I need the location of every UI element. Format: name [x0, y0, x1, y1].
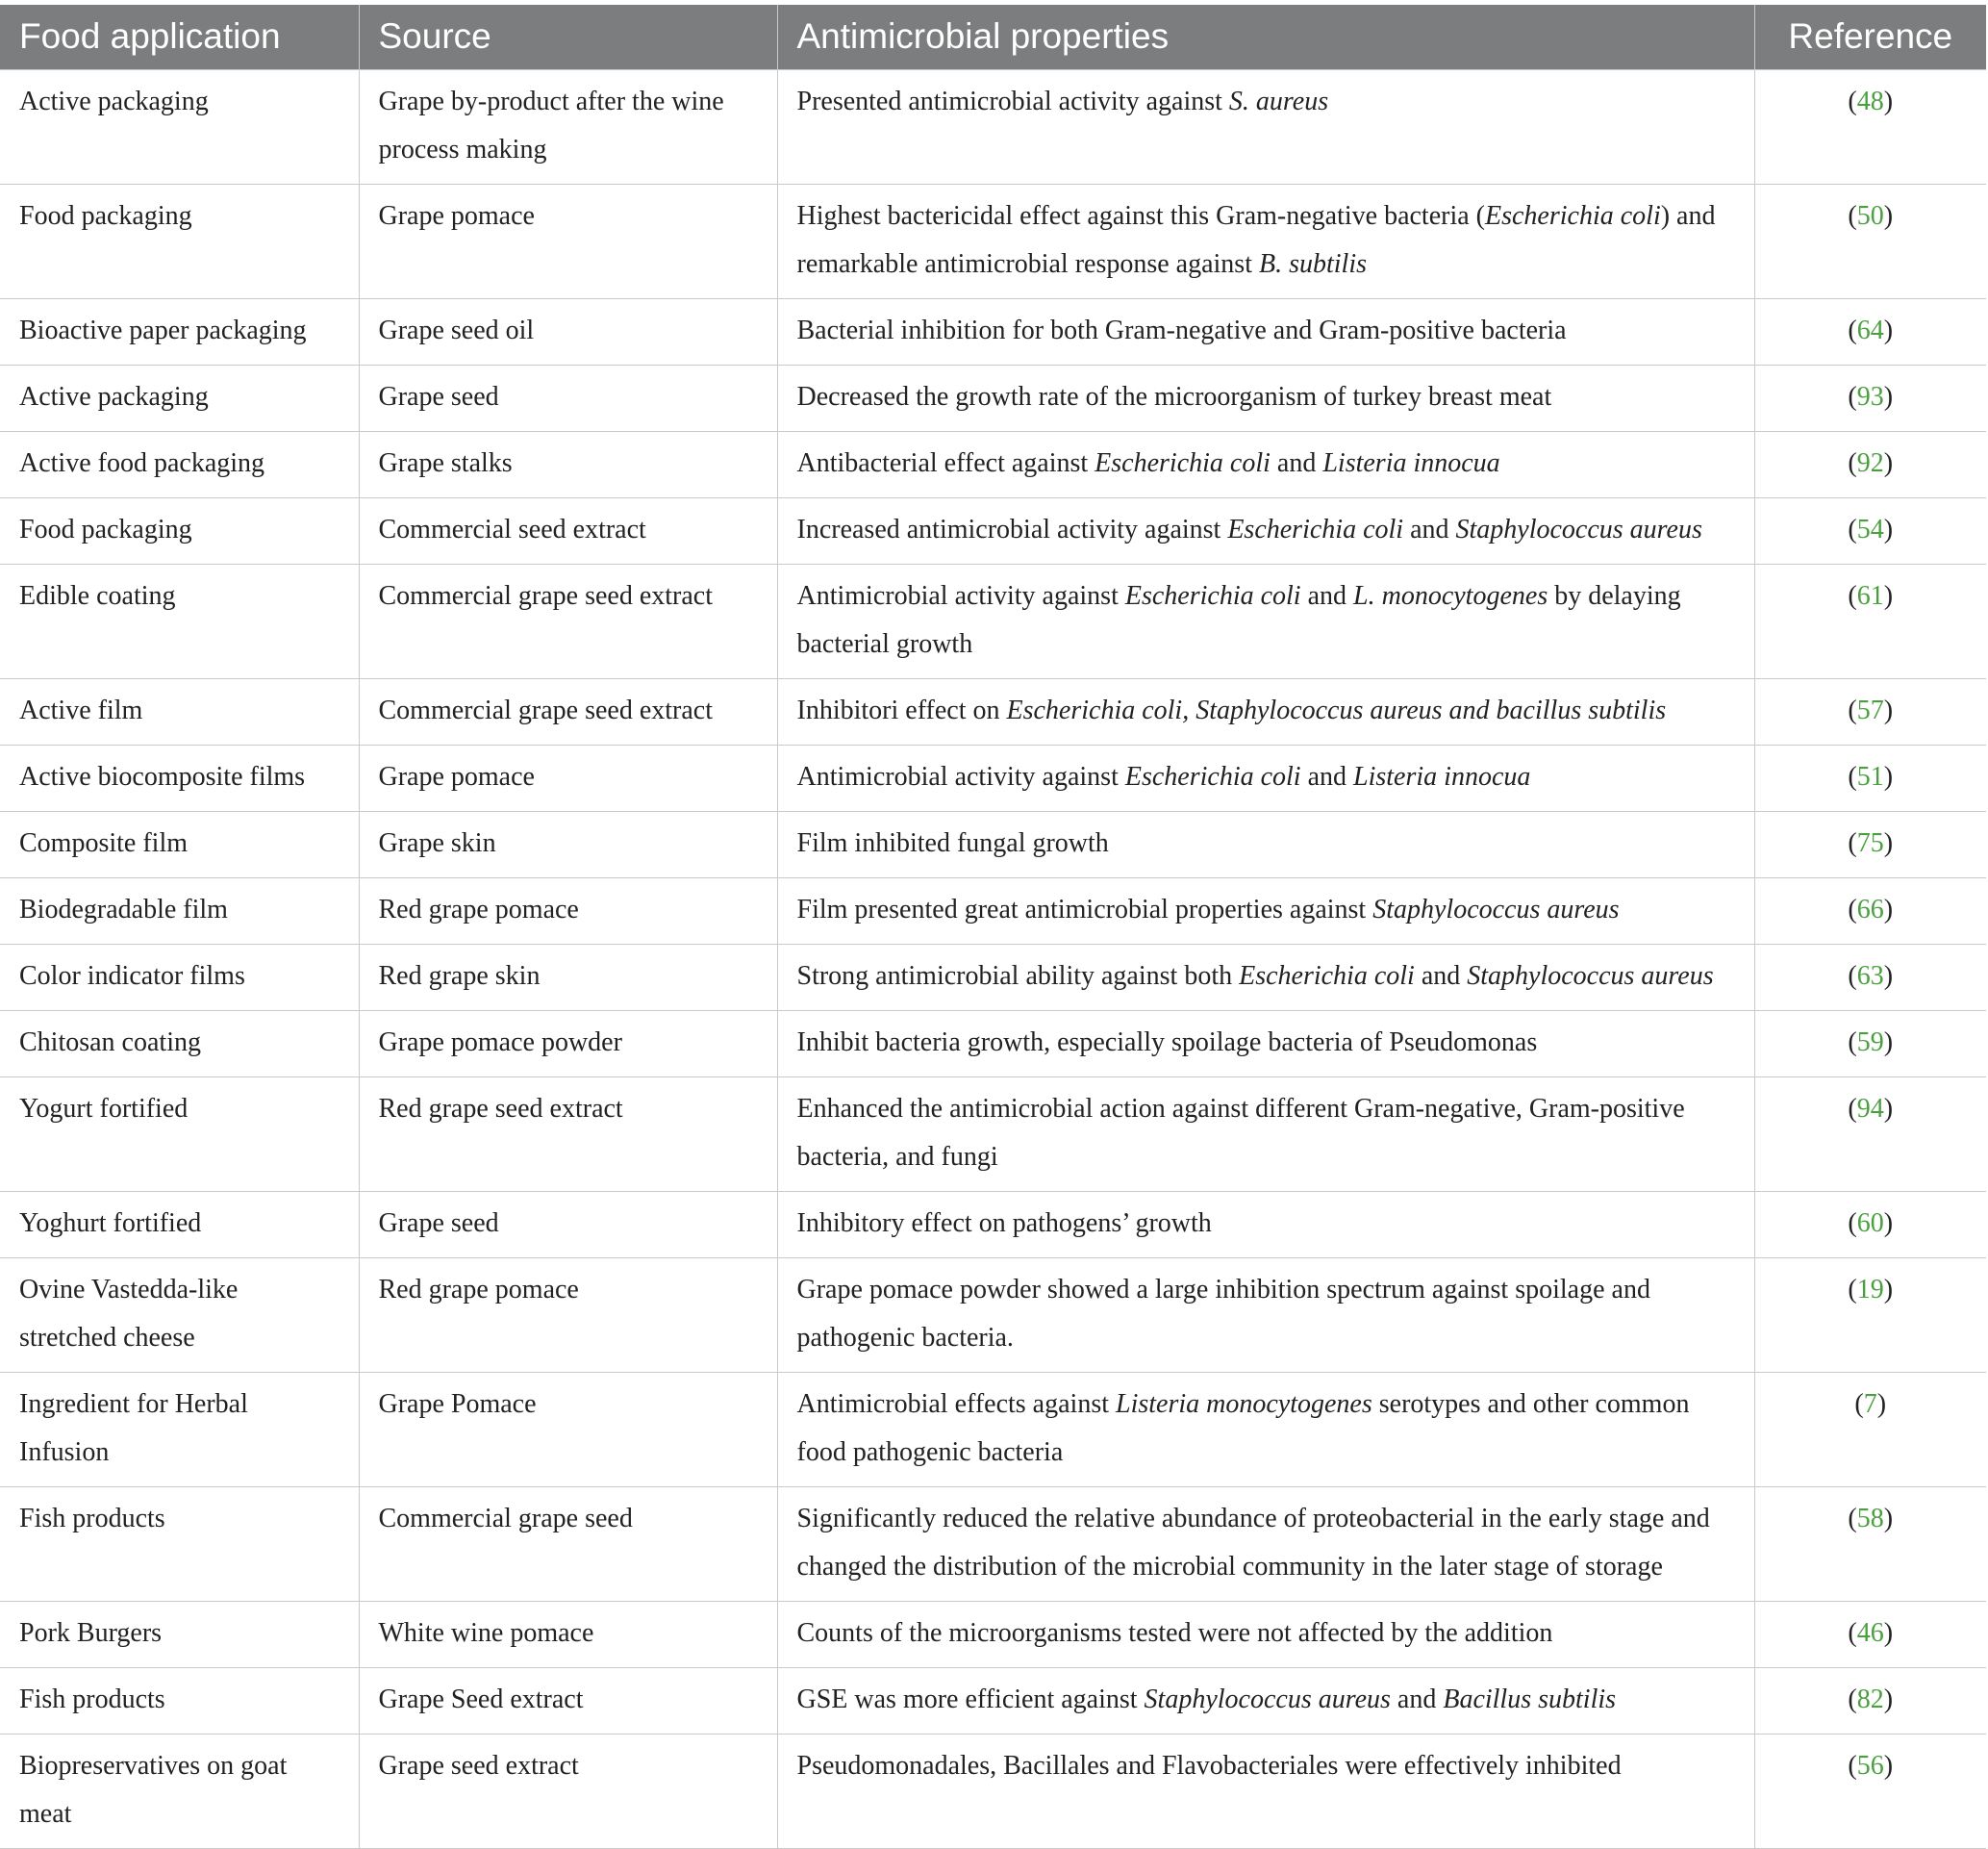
food-application-cell: Pork Burgers [0, 1601, 359, 1667]
reference-cell: (60) [1754, 1191, 1986, 1257]
reference-link[interactable]: 93 [1856, 381, 1884, 412]
properties-cell [777, 365, 1754, 431]
reference-cell: (93) [1754, 365, 1986, 431]
properties-text: Antimicrobial activity against [796, 580, 1125, 611]
reference-cell: (92) [1754, 431, 1986, 497]
properties-cell [777, 564, 1754, 678]
source-cell: Red grape pomace [359, 877, 777, 944]
header-reference: Reference [1754, 5, 1986, 69]
table-body [0, 69, 1986, 1848]
reference-cell: (94) [1754, 1076, 1986, 1191]
properties-text: Decreased the growth rate of the microorganism of turkey breast meat [796, 381, 1552, 412]
properties-text: Counts of the microorganisms tested were not affected by the addition [796, 1617, 1553, 1648]
properties-text: Strong antimicrobial ability against both [796, 960, 1240, 991]
organism-name: Escherichia coli [1124, 580, 1301, 611]
properties-cell [777, 298, 1754, 365]
organism-name: Listeria monocytogenes [1116, 1388, 1372, 1419]
source-cell: Red grape seed extract [359, 1076, 777, 1191]
reference-cell: (19) [1754, 1257, 1986, 1372]
organism-name: Bacillus subtilis [1443, 1684, 1617, 1714]
source-cell: Grape seed extract [359, 1734, 777, 1848]
properties-text: and [1300, 580, 1354, 611]
reference-cell: (82) [1754, 1667, 1986, 1734]
food-application-cell: Active biocomposite films [0, 745, 359, 811]
organism-name: B. subtilis [1258, 248, 1367, 279]
table-row [0, 365, 1986, 431]
reference-cell: (75) [1754, 811, 1986, 877]
table-row [0, 1734, 1986, 1848]
properties-cell [777, 944, 1754, 1010]
properties-text: Presented antimicrobial activity against [796, 86, 1229, 116]
source-cell: Commercial grape seed extract [359, 564, 777, 678]
food-application-cell: Composite film [0, 811, 359, 877]
food-application-cell: Bioactive paper packaging [0, 298, 359, 365]
properties-cell [777, 1734, 1754, 1848]
header-antimicrobial-properties: Antimicrobial properties [777, 5, 1754, 69]
table-row [0, 944, 1986, 1010]
properties-text: Highest bactericidal effect against this Gram-negative bacteria ( [796, 200, 1485, 231]
properties-cell [777, 1257, 1754, 1372]
food-application-cell: Ovine Vastedda-like stretched cheese [0, 1257, 359, 1372]
properties-text: Antimicrobial activity against [796, 761, 1125, 792]
organism-name: Staphylococcus aureus [1467, 960, 1714, 991]
food-application-cell: Chitosan coating [0, 1010, 359, 1076]
table-row [0, 1076, 1986, 1191]
reference-link[interactable]: 19 [1856, 1274, 1884, 1304]
organism-name: Listeria innocua [1322, 447, 1500, 478]
reference-cell: (58) [1754, 1486, 1986, 1601]
reference-link[interactable]: 50 [1856, 200, 1884, 231]
reference-link[interactable]: 51 [1856, 761, 1884, 792]
properties-text: Significantly reduced the relative abundance of proteobacterial in the early stage and changed the distribution of the microbial community in the later stage of storage [796, 1503, 1710, 1582]
organism-name: Escherichia coli [1124, 761, 1301, 792]
reference-cell: (48) [1754, 69, 1986, 184]
reference-cell: (56) [1754, 1734, 1986, 1848]
properties-cell [777, 69, 1754, 184]
table-row [0, 1486, 1986, 1601]
food-application-cell: Food packaging [0, 497, 359, 564]
header-source: Source [359, 5, 777, 69]
properties-text: and [1403, 514, 1456, 545]
table-row [0, 431, 1986, 497]
properties-text: Pseudomonadales, Bacillales and Flavobacteriales were effectively inhibited [796, 1750, 1622, 1781]
properties-text: Enhanced the antimicrobial action against different Gram-negative, Gram-positive bacteria, and fungi [796, 1093, 1685, 1172]
reference-link[interactable]: 54 [1856, 514, 1884, 545]
properties-cell [777, 1076, 1754, 1191]
food-application-cell: Active food packaging [0, 431, 359, 497]
organism-name: Escherichia coli [1227, 514, 1404, 545]
food-application-cell: Yoghurt fortified [0, 1191, 359, 1257]
reference-link[interactable]: 82 [1856, 1684, 1884, 1714]
table-row [0, 69, 1986, 184]
properties-text: ) and remarkable antimicrobial response against [796, 200, 1716, 279]
properties-cell [777, 1372, 1754, 1486]
reference-cell: (61) [1754, 564, 1986, 678]
food-application-cell: Food packaging [0, 184, 359, 298]
reference-link[interactable]: 56 [1856, 1750, 1884, 1781]
properties-text: and [1414, 960, 1468, 991]
source-cell: Grape Seed extract [359, 1667, 777, 1734]
properties-cell [777, 678, 1754, 745]
properties-cell [777, 184, 1754, 298]
reference-link[interactable]: 46 [1856, 1617, 1884, 1648]
source-cell: Grape seed [359, 365, 777, 431]
table-row [0, 1601, 1986, 1667]
reference-cell: (50) [1754, 184, 1986, 298]
table-row [0, 678, 1986, 745]
food-application-cell: Yogurt fortified [0, 1076, 359, 1191]
properties-cell [777, 877, 1754, 944]
properties-text: Antimicrobial effects against [796, 1388, 1116, 1419]
organism-name: Escherichia coli, Staphylococcus aureus and bacillus subtilis [1006, 695, 1667, 725]
food-application-cell: Edible coating [0, 564, 359, 678]
properties-text: Antibacterial effect against [796, 447, 1095, 478]
properties-cell [777, 745, 1754, 811]
source-cell: Red grape pomace [359, 1257, 777, 1372]
organism-name: L. monocytogenes [1353, 580, 1548, 611]
properties-text: Grape pomace powder showed a large inhibition spectrum against spoilage and pathogenic bacteria. [796, 1274, 1650, 1353]
properties-text: Increased antimicrobial activity against [796, 514, 1228, 545]
food-application-cell: Color indicator films [0, 944, 359, 1010]
properties-text: Film presented great antimicrobial properties against [796, 894, 1373, 924]
table-row [0, 564, 1986, 678]
source-cell: Red grape skin [359, 944, 777, 1010]
header-food-application: Food application [0, 5, 359, 69]
table-row [0, 497, 1986, 564]
header-row [0, 5, 1986, 69]
reference-link[interactable]: 75 [1856, 827, 1884, 858]
table-row [0, 1372, 1986, 1486]
source-cell: Grape by-product after the wine process making [359, 69, 777, 184]
table-header [0, 5, 1986, 69]
table-row [0, 1667, 1986, 1734]
source-cell: Grape pomace [359, 184, 777, 298]
table-row [0, 877, 1986, 944]
food-application-cell: Active film [0, 678, 359, 745]
reference-link[interactable]: 94 [1856, 1093, 1884, 1124]
source-cell: Commercial grape seed [359, 1486, 777, 1601]
source-cell: Grape Pomace [359, 1372, 777, 1486]
reference-link[interactable]: 59 [1856, 1026, 1884, 1057]
reference-cell: (7) [1754, 1372, 1986, 1486]
food-application-cell: Active packaging [0, 69, 359, 184]
reference-cell: (59) [1754, 1010, 1986, 1076]
reference-cell: (51) [1754, 745, 1986, 811]
reference-cell: (66) [1754, 877, 1986, 944]
reference-link[interactable]: 64 [1856, 315, 1884, 345]
antimicrobial-table [0, 5, 1986, 1849]
properties-cell [777, 497, 1754, 564]
properties-text: serotypes and other common food pathogenic bacteria [796, 1388, 1690, 1467]
properties-text: Inhibitori effect on [796, 695, 1007, 725]
organism-name: Escherichia coli [1239, 960, 1415, 991]
food-application-cell: Biodegradable film [0, 877, 359, 944]
properties-text: and [1390, 1684, 1444, 1714]
food-application-cell: Ingredient for Herbal Infusion [0, 1372, 359, 1486]
properties-text: and [1270, 447, 1323, 478]
table-row [0, 1191, 1986, 1257]
reference-cell: (63) [1754, 944, 1986, 1010]
organism-name: Staphylococcus aureus [1455, 514, 1702, 545]
table-row [0, 1257, 1986, 1372]
reference-cell: (46) [1754, 1601, 1986, 1667]
reference-cell: (64) [1754, 298, 1986, 365]
reference-link[interactable]: 92 [1856, 447, 1884, 478]
properties-text: by delaying bacterial growth [796, 580, 1681, 659]
table-row [0, 745, 1986, 811]
properties-text: Inhibit bacteria growth, especially spoilage bacteria of Pseudomonas [796, 1026, 1538, 1057]
properties-cell [777, 1191, 1754, 1257]
organism-name: Listeria innocua [1353, 761, 1531, 792]
properties-text: Inhibitory effect on pathogens’ growth [796, 1207, 1212, 1238]
properties-text: Bacterial inhibition for both Gram-negative and Gram-positive bacteria [796, 315, 1567, 345]
organism-name: Escherichia coli [1485, 200, 1661, 231]
properties-text: Film inhibited fungal growth [796, 827, 1109, 858]
reference-link[interactable]: 57 [1856, 695, 1884, 725]
reference-link[interactable]: 66 [1856, 894, 1884, 924]
source-cell: Grape skin [359, 811, 777, 877]
source-cell: Commercial grape seed extract [359, 678, 777, 745]
organism-name: Staphylococcus aureus [1144, 1684, 1391, 1714]
table-row [0, 811, 1986, 877]
organism-name: Staphylococcus aureus [1372, 894, 1620, 924]
reference-link[interactable]: 7 [1863, 1388, 1877, 1419]
properties-cell [777, 1010, 1754, 1076]
properties-cell [777, 431, 1754, 497]
table-row [0, 184, 1986, 298]
food-application-cell: Fish products [0, 1486, 359, 1601]
table-row [0, 298, 1986, 365]
source-cell: Grape pomace powder [359, 1010, 777, 1076]
properties-cell [777, 1486, 1754, 1601]
reference-link[interactable]: 58 [1856, 1503, 1884, 1533]
source-cell: Grape stalks [359, 431, 777, 497]
reference-link[interactable]: 63 [1856, 960, 1884, 991]
properties-text: GSE was more efficient against [796, 1684, 1145, 1714]
properties-text: and [1300, 761, 1354, 792]
organism-name: Escherichia coli [1095, 447, 1271, 478]
source-cell: Grape pomace [359, 745, 777, 811]
source-cell: Grape seed oil [359, 298, 777, 365]
table-row [0, 1010, 1986, 1076]
reference-cell: (57) [1754, 678, 1986, 745]
source-cell: White wine pomace [359, 1601, 777, 1667]
reference-link[interactable]: 48 [1856, 86, 1884, 116]
properties-cell [777, 1667, 1754, 1734]
food-application-cell: Fish products [0, 1667, 359, 1734]
food-application-cell: Biopreservatives on goat meat [0, 1734, 359, 1848]
source-cell: Commercial seed extract [359, 497, 777, 564]
food-application-cell: Active packaging [0, 365, 359, 431]
reference-link[interactable]: 60 [1856, 1207, 1884, 1238]
reference-cell: (54) [1754, 497, 1986, 564]
source-cell: Grape seed [359, 1191, 777, 1257]
organism-name: S. aureus [1228, 86, 1329, 116]
properties-cell [777, 1601, 1754, 1667]
reference-link[interactable]: 61 [1856, 580, 1884, 611]
properties-cell [777, 811, 1754, 877]
